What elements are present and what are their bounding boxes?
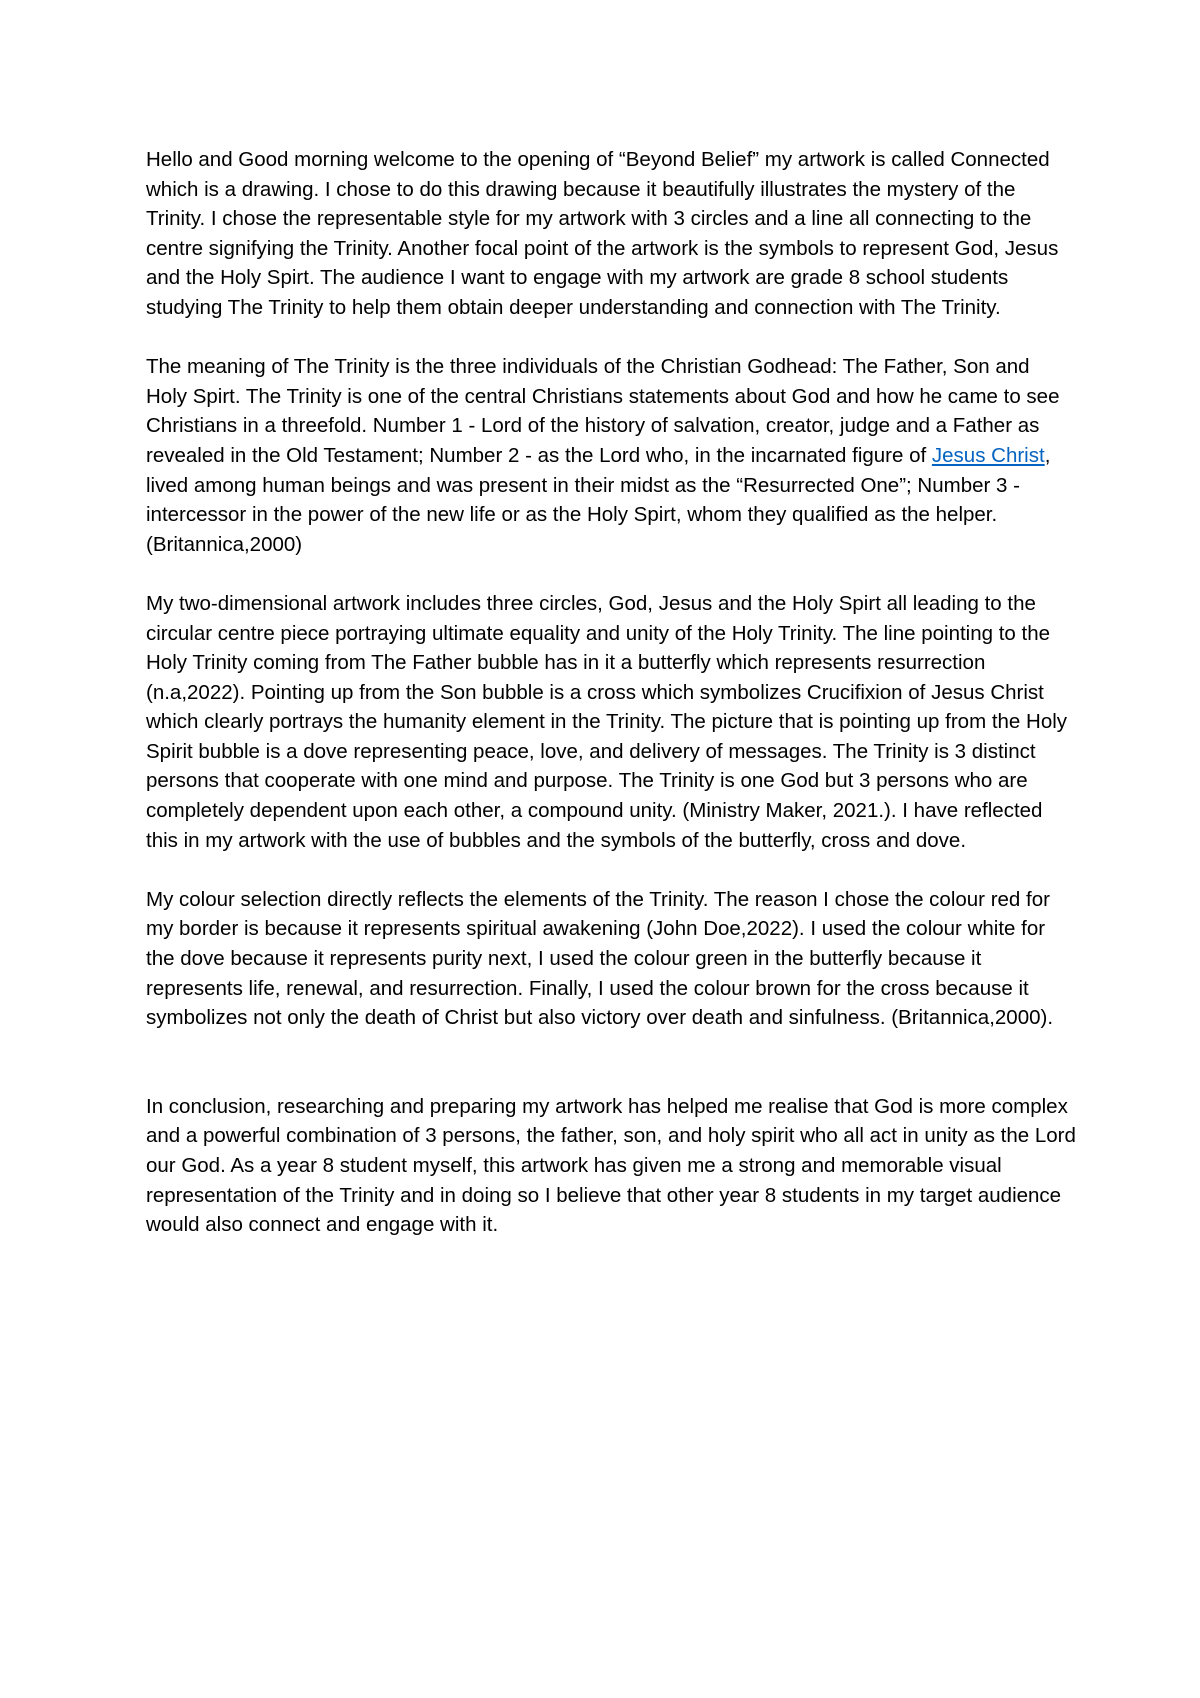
colour-selection-paragraph: My colour selection directly reflects the elements of the Trinity. The reason I chose the colour red for my border is because it represents spiritual awakening (John Doe,2022). I used the colour white for the dove because it represents purity next, I used the colour green in the butterfly because it represents life, renewal, and resurrection. Finally, I used the colour brown for the cross because it symbolizes not only the death of Christ but also victory over death and sinfulness. (Britannica,2000). bbox=[146, 887, 1054, 1030]
paragraph-spacer bbox=[146, 323, 1076, 353]
paragraph-spacer bbox=[146, 855, 1076, 885]
trinity-meaning-text-end: , lived among human beings and was present in their midst as the “Resurrected One”; Number 3 - intercessor in the power of the new life or as the Holy Spirt, whom they qualified as the helper. (Britannica,2000) bbox=[146, 443, 1051, 556]
conclusion-paragraph: In conclusion, researching and preparing my artwork has helped me realise that God is more complex and a powerful combination of 3 persons, the father, son, and holy spirit who all act in unity as the Lord our God. As a year 8 student myself, this artwork has given me a strong and memorable visual representation of the Trinity and in doing so I believe that other year 8 students in my target audience would also connect and engage with it. bbox=[146, 1094, 1076, 1237]
artwork-description-paragraph: My two-dimensional artwork includes three circles, God, Jesus and the Holy Spirt all leading to the circular centre piece portraying ultimate equality and unity of the Holy Trinity. The line pointing to the Holy Trinity coming from The Father bubble has in it a butterfly which represents resurrection (n.a,2022). Pointing up from the Son bubble is a cross which symbolizes Crucifixion of Jesus Christ which clearly portrays the humanity element in the Trinity. The picture that is pointing up from the Holy Spirit bubble is a dove representing peace, love, and delivery of messages. The Trinity is 3 distinct persons that cooperate with one mind and purpose. The Trinity is one God but 3 persons who are completely dependent upon each other, a compound unity. (Ministry Maker, 2021.). I have reflected this in my artwork with the use of bubbles and the symbols of the butterfly, cross and dove. bbox=[146, 591, 1068, 852]
document-body bbox=[146, 145, 1076, 1240]
trinity-meaning-paragraph bbox=[146, 352, 1076, 559]
trinity-meaning-text-start: The meaning of The Trinity is the three individuals of the Christian Godhead: The Father, Son and Holy Spirt. The Trinity is one of the central Christians statements about God and how he came to see Christians in a threefold. Number 1 - Lord of the history of salvation, creator, judge and a Father as revealed in the Old Testament; Number 2 - as the Lord who, in the incarnated figure of bbox=[146, 355, 1060, 467]
paragraph-spacer bbox=[146, 559, 1076, 589]
jesus-christ-link[interactable]: Jesus Christ bbox=[931, 443, 1045, 467]
intro-paragraph: Hello and Good morning welcome to the opening of “Beyond Belief” my artwork is called Connected which is a drawing. I chose to do this drawing because it beautifully illustrates the mystery of the Trinity. I chose the representable style for my artwork with 3 circles and a line all connecting to the centre signifying the Trinity. Another focal point of the artwork is the symbols to represent God, Jesus and the Holy Spirt. The audience I want to engage with my artwork are grade 8 school students studying The Trinity to help them obtain deeper understanding and connection with The Trinity. bbox=[146, 148, 1059, 319]
paragraph-spacer bbox=[146, 1033, 1076, 1092]
